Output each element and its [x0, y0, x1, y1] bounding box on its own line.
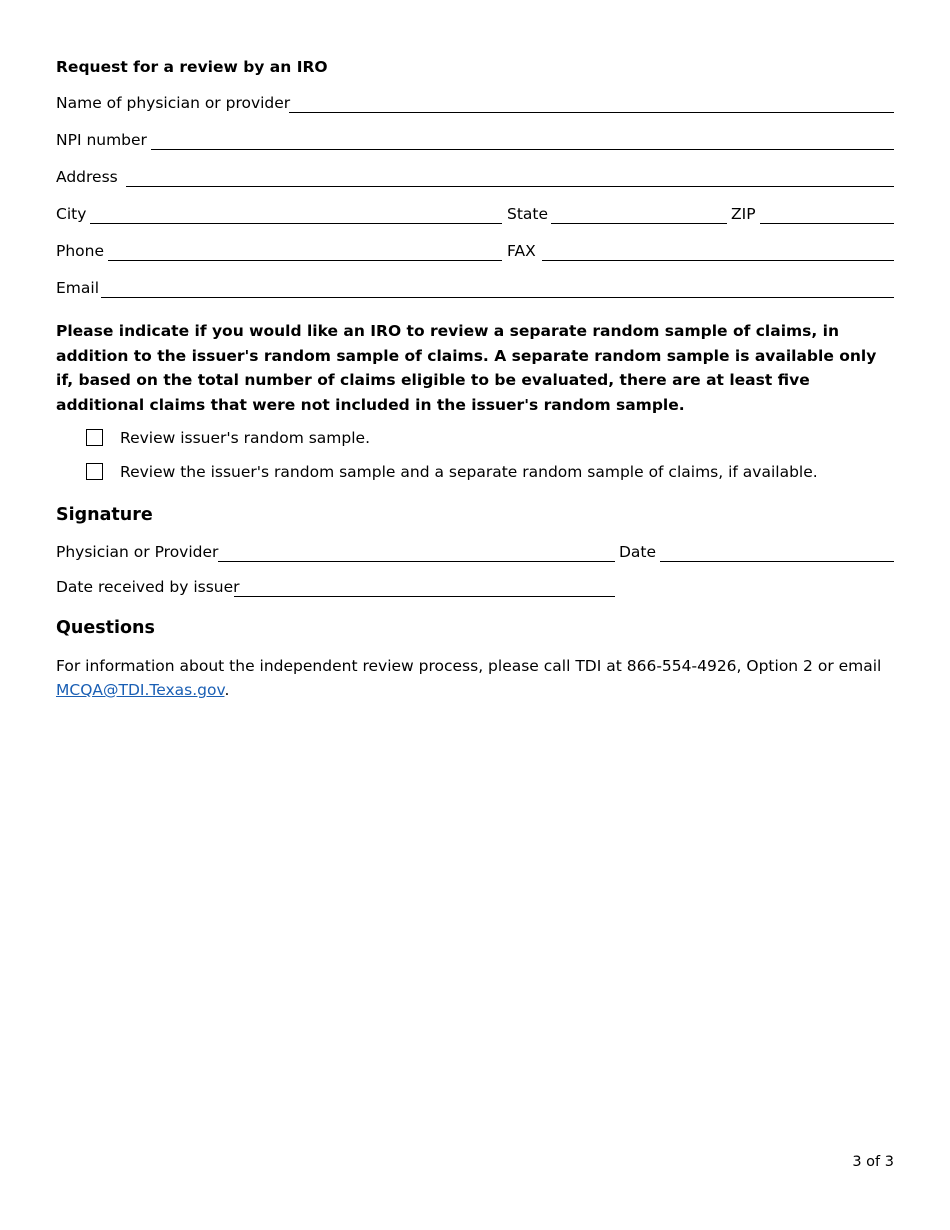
email-label: Email [56, 279, 100, 297]
npi-field[interactable] [151, 149, 894, 150]
questions-period: . [224, 681, 230, 699]
signature-provider-label: Physician or Provider [56, 543, 219, 561]
zip-label: ZIP [731, 205, 756, 223]
received-row [56, 576, 894, 600]
signature-date-label: Date [619, 543, 657, 561]
address-field[interactable] [126, 186, 894, 187]
provider-name-row [56, 92, 894, 116]
fax-label: FAX [507, 242, 536, 260]
page-number: 3 of 3 [852, 1154, 894, 1170]
provider-name-label: Name of physician or provider [56, 94, 291, 112]
issuer-sample-checkbox[interactable] [86, 429, 103, 446]
city-state-zip-row [56, 203, 894, 227]
option-issuer-sample [86, 429, 846, 451]
received-field[interactable] [234, 596, 615, 597]
email-field[interactable] [101, 297, 894, 298]
npi-row [56, 129, 894, 153]
city-label: City [56, 205, 87, 223]
received-label: Date received by issuer [56, 578, 240, 596]
email-row [56, 277, 894, 301]
issuer-sample-label: Review issuer's random sample. [120, 429, 371, 447]
address-label: Address [56, 168, 118, 186]
signature-heading: Signature [56, 505, 153, 525]
separate-sample-label: Review the issuer's random sample and a separate random sample of claims, if available. [120, 463, 818, 481]
state-label: State [507, 205, 549, 223]
phone-field[interactable] [108, 260, 502, 261]
questions-body: For information about the independent review process, please call TDI at 866-554-4926, Option 2 or email [56, 657, 882, 675]
address-row [56, 166, 894, 190]
separate-sample-checkbox[interactable] [86, 463, 103, 480]
sample-instructions: Please indicate if you would like an IRO to review a separate random sample of claims, in addition to the issuer's random sample of claims. A separate random sample is available only if, based on the total number of claims eligible to be evaluated, there are at least five additional claims that were not included in the issuer's random sample. [56, 322, 877, 414]
phone-label: Phone [56, 242, 105, 260]
provider-name-field[interactable] [289, 112, 894, 113]
email-link[interactable]: MCQA@TDI.Texas.gov [56, 681, 225, 699]
zip-field[interactable] [760, 223, 894, 224]
signature-row [56, 541, 894, 565]
questions-text [56, 654, 906, 702]
option-separate-sample [86, 463, 846, 485]
phone-fax-row [56, 240, 894, 264]
signature-provider-field[interactable] [218, 561, 615, 562]
city-field[interactable] [90, 223, 502, 224]
fax-field[interactable] [542, 260, 894, 261]
section-title: Request for a review by an IRO [56, 58, 328, 76]
npi-label: NPI number [56, 131, 147, 149]
state-field[interactable] [551, 223, 727, 224]
questions-heading: Questions [56, 618, 155, 638]
signature-date-field[interactable] [660, 561, 894, 562]
